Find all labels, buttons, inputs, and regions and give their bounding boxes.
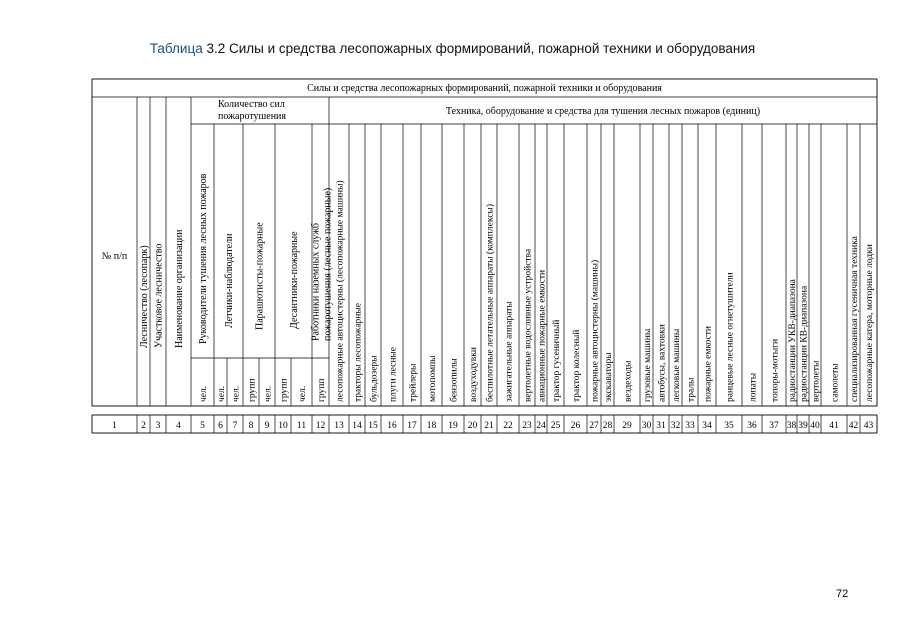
column-number: 1 xyxy=(112,421,117,431)
column-number: 36 xyxy=(747,421,757,431)
equipment-header: лесопожарные катера, моторные лодки xyxy=(865,244,875,402)
equipment-header: авиационные пожарные емкости xyxy=(537,269,548,402)
equipment-group-header: Техника, оборудование и средства для тушения лесных пожаров (единиц) xyxy=(445,106,761,117)
column-number: 12 xyxy=(315,421,326,431)
column-number: 21 xyxy=(484,421,494,431)
equipment-header: лесопожарные автоцистерны (лесопожарные машины) xyxy=(335,180,346,402)
page-number: 72 xyxy=(836,588,849,600)
unit-people-label: чел. xyxy=(217,385,227,402)
organization-name-header: Наименование организации xyxy=(174,229,185,348)
column-number: 26 xyxy=(570,421,581,431)
column-number: 34 xyxy=(702,421,712,431)
observer-pilots-header: Летчики-наблюдатели xyxy=(224,233,235,328)
equipment-header: зажигательные аппараты xyxy=(504,301,515,402)
column-number: 25 xyxy=(550,421,561,431)
equipment-header: радиостанции КВ-диапазона xyxy=(799,285,810,402)
column-number: 4 xyxy=(176,421,181,431)
column-number: 11 xyxy=(296,421,307,431)
column-number: 30 xyxy=(641,421,652,431)
column-number: 19 xyxy=(448,421,458,431)
equipment-header: бульдозеры xyxy=(369,355,380,402)
column-number: 15 xyxy=(368,421,378,431)
paratroopers-header: Парашютисты-пожарные xyxy=(254,222,266,330)
equipment-header: вертолеты xyxy=(811,360,822,402)
ground-workers-header: пожаротушения (лесные пожарные) xyxy=(322,187,334,341)
unit-people-label: чел. xyxy=(199,385,209,402)
column-number: 20 xyxy=(467,421,478,431)
column-number: 16 xyxy=(387,421,397,431)
equipment-header: трейлеры xyxy=(408,363,419,402)
column-number: 32 xyxy=(670,421,681,431)
column-number: 9 xyxy=(264,421,270,431)
unit-people-label: чел. xyxy=(263,385,274,402)
district-forestry-header: Участковое лесничество xyxy=(153,243,165,348)
column-number: 27 xyxy=(589,421,599,431)
column-number: 39 xyxy=(798,421,808,431)
table-title-text: 3.2 Силы и средства лесопожарных формирований, пожарной техники и оборудования xyxy=(206,41,756,56)
equipment-header: автобусы, вахтовки xyxy=(657,324,668,402)
equipment-header: бензопилы xyxy=(449,358,460,402)
equipment-header: воздуходувки xyxy=(469,347,479,402)
equipment-header: вездеходы xyxy=(623,360,634,402)
equipment-header: легковые машины xyxy=(672,328,682,402)
column-number: 22 xyxy=(503,421,513,431)
equipment-header: топоры-мотыги xyxy=(770,338,781,402)
landing-firefighters-header: Десантники-пожарные xyxy=(289,231,300,329)
equipment-header: ранцевые лесные огнетушители xyxy=(725,272,736,402)
column-number: 2 xyxy=(141,421,146,431)
column-number: 13 xyxy=(334,421,344,431)
column-number: 8 xyxy=(248,421,254,431)
column-number: 3 xyxy=(155,421,161,431)
column-number: 18 xyxy=(426,421,437,431)
header-border xyxy=(92,79,877,406)
equipment-header: мотопомпы xyxy=(428,355,438,402)
ground-workers-header: Работники наземных служб xyxy=(310,223,322,341)
forestry-header: Лесничество (лесопарк) xyxy=(139,245,150,348)
equipment-header: экскаваторы xyxy=(604,352,614,402)
column-number: 6 xyxy=(218,421,223,431)
column-number: 17 xyxy=(407,421,417,431)
unit-people-label: чел. xyxy=(231,385,242,402)
equipment-header: тракторы лесопожарные xyxy=(353,303,364,402)
column-number: 33 xyxy=(685,421,695,431)
column-number: 37 xyxy=(769,421,779,431)
column-number: 38 xyxy=(786,421,797,431)
column-number: 31 xyxy=(656,421,666,431)
equipment-header: вертолетные водосливные устройства xyxy=(523,248,534,402)
row-number-header: № п/п xyxy=(101,251,128,262)
unit-people-label: чел. xyxy=(298,385,308,402)
column-number: 5 xyxy=(200,421,205,431)
equipment-header: специализированная гусеничная техника xyxy=(850,236,860,402)
equipment-header: трактор гусеничный xyxy=(552,319,562,402)
column-number: 42 xyxy=(848,421,859,431)
equipment-header: радиостанции УКВ-диапазона xyxy=(788,279,798,402)
equipment-header: тралы xyxy=(686,377,697,402)
column-number: 28 xyxy=(602,421,613,431)
column-number: 7 xyxy=(232,421,238,431)
fire-chiefs-header: Руководители тушения лесных пожаров xyxy=(198,173,209,344)
main-header: Силы и средства лесопожарных формирований, пожарной техники и оборудования xyxy=(307,83,662,94)
column-number: 41 xyxy=(829,421,839,431)
column-number: 40 xyxy=(810,421,820,431)
equipment-header: пожарные емкости xyxy=(703,326,714,402)
column-number: 24 xyxy=(536,421,546,431)
equipment-header: плуги лесные xyxy=(388,346,399,402)
column-number: 43 xyxy=(863,421,874,431)
equipment-header: пожарные автоцистерны (машины) xyxy=(590,259,601,402)
unit-groups-label: групп xyxy=(317,378,327,402)
unit-groups-label: групп xyxy=(247,378,258,402)
column-number: 35 xyxy=(724,421,734,431)
table-word: Таблица xyxy=(149,41,203,56)
unit-groups-label: групп xyxy=(279,378,290,402)
equipment-header: грузовые машины xyxy=(643,328,653,402)
column-number: 10 xyxy=(278,421,288,431)
equipment-header: самолеты xyxy=(830,363,841,402)
column-number: 14 xyxy=(352,421,362,431)
column-number: 29 xyxy=(622,421,632,431)
equipment-header: беспилотные летательные аппараты (комплексы) xyxy=(485,204,496,402)
equipment-header: лопаты xyxy=(748,372,759,402)
forces-group-header: Количество сил xyxy=(218,99,285,110)
column-number: 23 xyxy=(522,421,532,431)
equipment-header: трактор колесный xyxy=(572,329,582,402)
forces-group-header: пожаротушения xyxy=(218,111,286,122)
